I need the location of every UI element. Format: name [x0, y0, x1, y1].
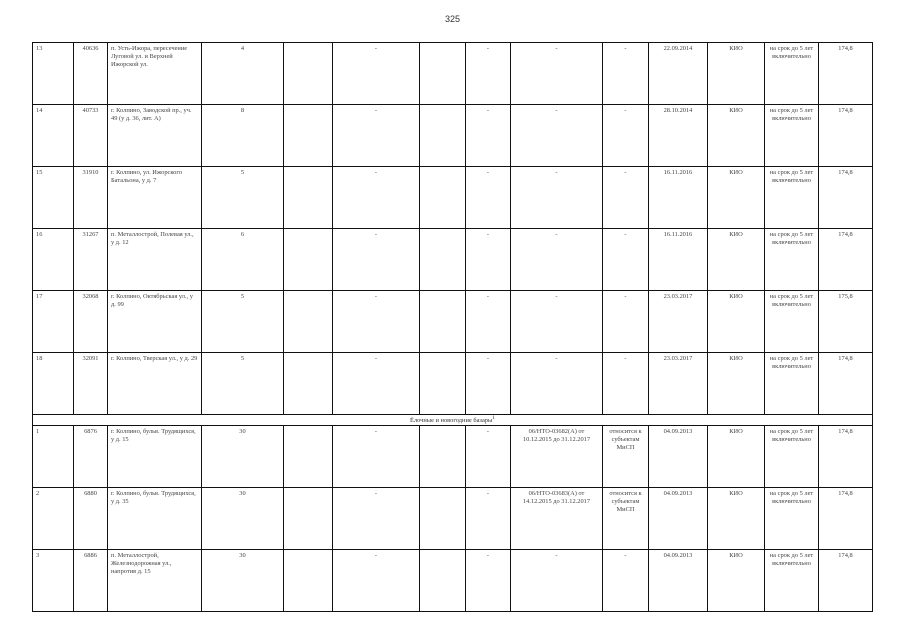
empty-cell: [284, 291, 333, 353]
table-row: [33, 426, 873, 488]
empty-cell: [420, 291, 466, 353]
places-count-cell: 6: [202, 229, 284, 291]
row-number-cell: 17: [33, 291, 74, 353]
table-row: [33, 353, 873, 415]
empty-cell: [420, 426, 466, 488]
places-count-cell: 30: [202, 426, 284, 488]
object-id-cell: 31267: [74, 229, 108, 291]
empty-cell: [420, 488, 466, 550]
places-count-cell: 4: [202, 43, 284, 105]
smb-status-cell: -: [603, 167, 649, 229]
dash-cell: -: [466, 488, 511, 550]
amount-cell: 175,8: [819, 291, 873, 353]
authority-cell: КИО: [708, 488, 765, 550]
amount-cell: 174,8: [819, 229, 873, 291]
date-cell: 04.09.2013: [649, 550, 708, 612]
table-section-christmas-markets: [33, 426, 873, 612]
empty-cell: [284, 488, 333, 550]
row-number-cell: 3: [33, 550, 74, 612]
section-heading: [33, 415, 873, 426]
table-row: [33, 43, 873, 105]
address-cell: г. Колпино, Тверская ул., у д. 29: [108, 353, 202, 415]
term-cell: на срок до 5 лет включительно: [765, 550, 819, 612]
object-id-cell: 32068: [74, 291, 108, 353]
table-section-header: [33, 415, 873, 426]
object-id-cell: 32091: [74, 353, 108, 415]
address-cell: г. Колпино, ул. Ижорского Батальона, у д. 7: [108, 167, 202, 229]
object-id-cell: 31910: [74, 167, 108, 229]
dash-cell: -: [466, 426, 511, 488]
address-cell: п. Усть-Ижора, пересечение Луговой ул. и Верхней Ижорской ул.: [108, 43, 202, 105]
dash-cell: -: [333, 291, 420, 353]
date-cell: 28.10.2014: [649, 105, 708, 167]
term-cell: на срок до 5 лет включительно: [765, 105, 819, 167]
empty-cell: [420, 43, 466, 105]
section-footnote: 1: [492, 415, 495, 421]
date-cell: 04.09.2013: [649, 488, 708, 550]
empty-cell: [284, 167, 333, 229]
term-cell: на срок до 5 лет включительно: [765, 488, 819, 550]
address-cell: г. Колпино, бульв. Трудящихся, у д. 15: [108, 426, 202, 488]
address-cell: г. Колпино, бульв. Трудящихся, у д. 35: [108, 488, 202, 550]
empty-cell: [420, 353, 466, 415]
smb-status-cell: относится к субъектам МиСП: [603, 426, 649, 488]
contract-cell: -: [511, 353, 603, 415]
table-row: [33, 229, 873, 291]
smb-status-cell: -: [603, 105, 649, 167]
authority-cell: КИО: [708, 550, 765, 612]
empty-cell: [420, 229, 466, 291]
dash-cell: -: [333, 550, 420, 612]
dash-cell: -: [333, 426, 420, 488]
address-cell: п. Металлострой, Полевая ул., у д. 12: [108, 229, 202, 291]
registry-table: [32, 42, 873, 612]
contract-cell: -: [511, 105, 603, 167]
places-count-cell: 30: [202, 488, 284, 550]
smb-status-cell: -: [603, 43, 649, 105]
contract-cell: 06/НТО-03682(А) от 10.12.2015 до 31.12.2017: [511, 426, 603, 488]
amount-cell: 174,8: [819, 426, 873, 488]
row-number-cell: 14: [33, 105, 74, 167]
term-cell: на срок до 5 лет включительно: [765, 229, 819, 291]
table-row: [33, 488, 873, 550]
section-title: Ёлочные и новогодние базары: [410, 417, 493, 425]
authority-cell: КИО: [708, 426, 765, 488]
authority-cell: КИО: [708, 229, 765, 291]
term-cell: на срок до 5 лет включительно: [765, 43, 819, 105]
empty-cell: [420, 167, 466, 229]
dash-cell: -: [466, 167, 511, 229]
row-number-cell: 13: [33, 43, 74, 105]
dash-cell: -: [333, 105, 420, 167]
table-row: [33, 105, 873, 167]
date-cell: 16.11.2016: [649, 167, 708, 229]
object-id-cell: 6880: [74, 488, 108, 550]
dash-cell: -: [333, 488, 420, 550]
places-count-cell: 5: [202, 353, 284, 415]
contract-cell: -: [511, 43, 603, 105]
object-id-cell: 40733: [74, 105, 108, 167]
dash-cell: -: [466, 291, 511, 353]
table-section-existing: [33, 43, 873, 415]
amount-cell: 174,8: [819, 167, 873, 229]
row-number-cell: 18: [33, 353, 74, 415]
authority-cell: КИО: [708, 167, 765, 229]
empty-cell: [420, 550, 466, 612]
page-number: 325: [444, 14, 461, 24]
table-row: [33, 291, 873, 353]
dash-cell: -: [466, 550, 511, 612]
table-row: [33, 550, 873, 612]
term-cell: на срок до 5 лет включительно: [765, 426, 819, 488]
row-number-cell: 2: [33, 488, 74, 550]
term-cell: на срок до 5 лет включительно: [765, 353, 819, 415]
date-cell: 16.11.2016: [649, 229, 708, 291]
contract-cell: -: [511, 291, 603, 353]
row-number-cell: 15: [33, 167, 74, 229]
authority-cell: КИО: [708, 353, 765, 415]
authority-cell: КИО: [708, 43, 765, 105]
date-cell: 23.03.2017: [649, 353, 708, 415]
contract-cell: 06/НТО-03683(А) от 14.12.2015 до 31.12.2017: [511, 488, 603, 550]
term-cell: на срок до 5 лет включительно: [765, 167, 819, 229]
date-cell: 22.09.2014: [649, 43, 708, 105]
places-count-cell: 8: [202, 105, 284, 167]
dash-cell: -: [466, 229, 511, 291]
date-cell: 04.09.2013: [649, 426, 708, 488]
amount-cell: 174,8: [819, 43, 873, 105]
dash-cell: -: [466, 353, 511, 415]
dash-cell: -: [466, 105, 511, 167]
places-count-cell: 5: [202, 291, 284, 353]
empty-cell: [284, 105, 333, 167]
row-number-cell: 1: [33, 426, 74, 488]
object-id-cell: 6876: [74, 426, 108, 488]
term-cell: на срок до 5 лет включительно: [765, 291, 819, 353]
smb-status-cell: -: [603, 229, 649, 291]
dash-cell: -: [333, 353, 420, 415]
empty-cell: [284, 353, 333, 415]
authority-cell: КИО: [708, 105, 765, 167]
object-id-cell: 40636: [74, 43, 108, 105]
row-number-cell: 16: [33, 229, 74, 291]
empty-cell: [284, 43, 333, 105]
amount-cell: 174,8: [819, 105, 873, 167]
smb-status-cell: относится к субъектам МиСП: [603, 488, 649, 550]
smb-status-cell: -: [603, 353, 649, 415]
empty-cell: [284, 426, 333, 488]
amount-cell: 174,8: [819, 488, 873, 550]
date-cell: 23.03.2017: [649, 291, 708, 353]
dash-cell: -: [333, 229, 420, 291]
places-count-cell: 5: [202, 167, 284, 229]
dash-cell: -: [333, 43, 420, 105]
empty-cell: [284, 550, 333, 612]
empty-cell: [284, 229, 333, 291]
address-cell: п. Металлострой, Железнодорожная ул., напротив д. 15: [108, 550, 202, 612]
address-cell: г. Колпино, Октябрьская ул., у д. 99: [108, 291, 202, 353]
empty-cell: [420, 105, 466, 167]
places-count-cell: 30: [202, 550, 284, 612]
smb-status-cell: -: [603, 550, 649, 612]
amount-cell: 174,8: [819, 353, 873, 415]
contract-cell: -: [511, 229, 603, 291]
authority-cell: КИО: [708, 291, 765, 353]
dash-cell: -: [333, 167, 420, 229]
table-row: [33, 167, 873, 229]
smb-status-cell: -: [603, 291, 649, 353]
address-cell: г. Колпино, Заводской пр., уч. 49 (у д. 36, лит. А): [108, 105, 202, 167]
amount-cell: 174,8: [819, 550, 873, 612]
dash-cell: -: [466, 43, 511, 105]
object-id-cell: 6886: [74, 550, 108, 612]
contract-cell: -: [511, 167, 603, 229]
contract-cell: -: [511, 550, 603, 612]
